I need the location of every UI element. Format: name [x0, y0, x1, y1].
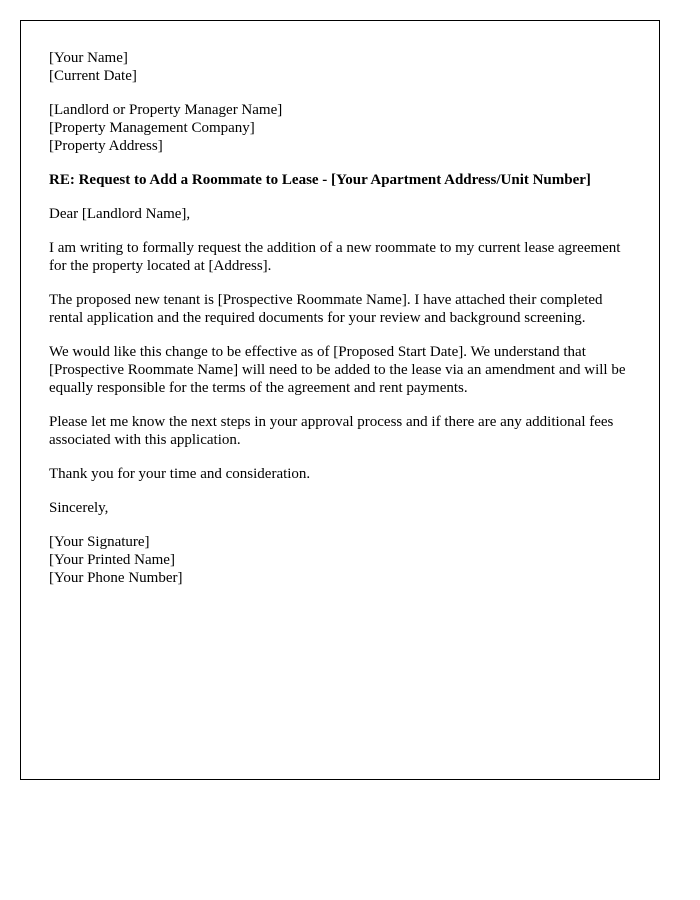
printed-name: [Your Printed Name] [49, 552, 175, 568]
recipient-address: [Property Address] [49, 138, 163, 154]
letter-page [20, 20, 660, 780]
recipient-block [49, 101, 639, 155]
signature-block [49, 533, 639, 587]
sender-block [49, 49, 639, 85]
paragraph-3: We would like this change to be effective as of [Proposed Start Date]. We understand that [Prospective Roommate Name] will need to be added to the lease via an amendment and will be equally responsible for the terms of the agreement and rent payments. [49, 344, 626, 396]
sender-name: [Your Name] [49, 50, 128, 66]
paragraph-4: Please let me know the next steps in your approval process and if there are any additional fees associated with this application. [49, 414, 614, 448]
paragraph-1: I am writing to formally request the addition of a new roommate to my current lease agreement for the property located at [Address]. [49, 240, 621, 274]
closing: Sincerely, [49, 500, 109, 516]
recipient-company: [Property Management Company] [49, 120, 255, 136]
paragraph-2: The proposed new tenant is [Prospective Roommate Name]. I have attached their completed rental application and the required documents for your review and background screening. [49, 292, 603, 326]
paragraph-5: Thank you for your time and consideration. [49, 466, 311, 482]
subject-line: RE: Request to Add a Roommate to Lease - [Your Apartment Address/Unit Number] [49, 172, 591, 188]
signature-placeholder: [Your Signature] [49, 534, 150, 550]
phone-number: [Your Phone Number] [49, 570, 183, 586]
letter-body [49, 49, 639, 587]
recipient-name: [Landlord or Property Manager Name] [49, 102, 283, 118]
letter-date: [Current Date] [49, 68, 137, 84]
salutation: Dear [Landlord Name], [49, 206, 191, 222]
